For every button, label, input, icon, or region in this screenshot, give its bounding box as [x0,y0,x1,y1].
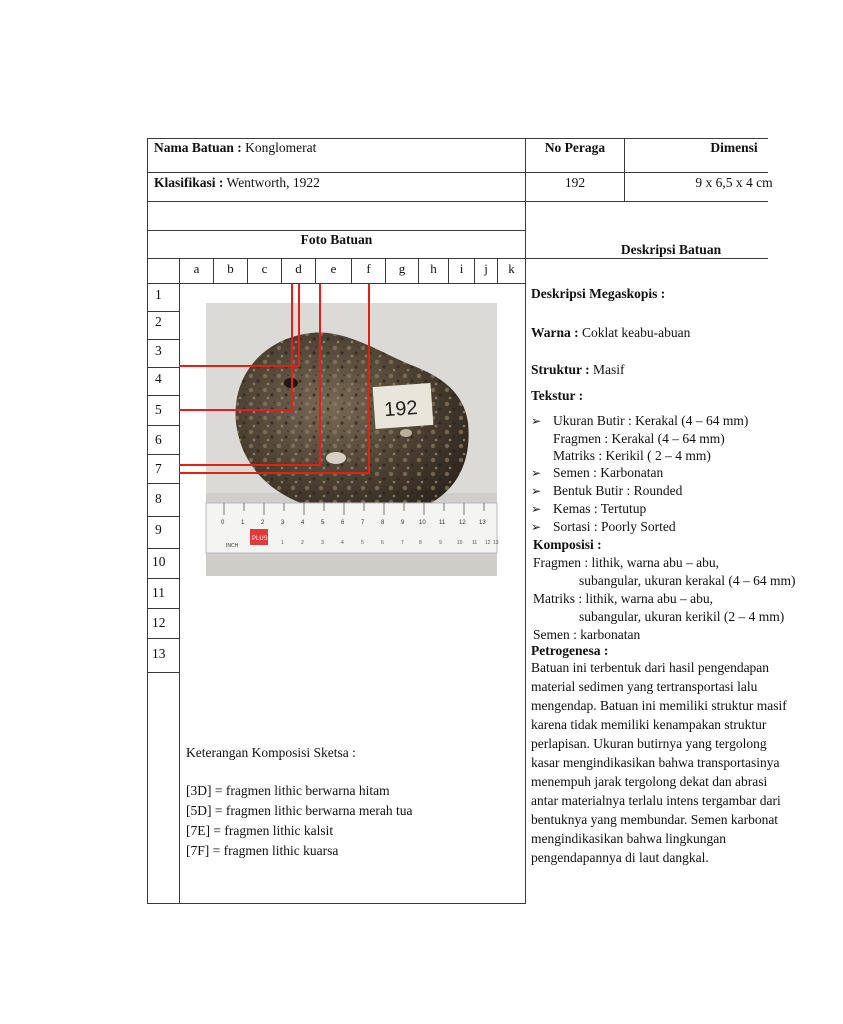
ruler-num-13: 13 [479,520,486,526]
grid-row-6: 6 [155,432,162,447]
ruler-small-num-5: 5 [361,540,364,546]
deskripsi-batuan-title: Deskripsi Batuan [620,242,722,257]
struktur-label: Struktur : [531,362,590,377]
grid-row-4: 4 [155,371,162,386]
grid-col-k: k [508,261,515,276]
petrogenesa-line: Batuan ini terbentuk dari hasil pengendapan [531,660,770,675]
klasifikasi-value: Wentworth, 1922 [226,175,320,190]
tekstur-text: Bentuk Butir : Rounded [553,483,683,498]
rock-photo [206,303,497,576]
tekstur-text: Fragmen : Kerakal (4 – 64 mm) [553,431,725,446]
dimensi-value: 9 x 6,5 x 4 cm [695,175,773,190]
ruler-small-num-11: 11 [472,540,478,546]
ruler-num-0: 0 [221,520,225,526]
tekstur-label: Tekstur : [531,388,584,403]
ruler [206,503,499,553]
petrogenesa-line: kasar mengindikasikan bahwa transportasinya [531,755,780,770]
keterangan-title: Keterangan Komposisi Sketsa : [186,745,356,760]
grid-row-3: 3 [155,343,162,358]
grid-row-9: 9 [155,522,162,537]
tekstur-item [531,465,663,481]
keterangan-item-7e: [7E] = fragmen lithic kalsit [186,823,334,838]
tekstur-text: Kemas : Tertutup [553,501,647,516]
petrogenesa-line: pengendapannya di laut dangkal. [531,850,709,865]
ruler-small-num-4: 4 [341,540,344,546]
ruler-small-num-13: 13 [493,540,499,546]
grid-col-a: a [193,261,200,276]
ruler-num-3: 3 [281,520,285,526]
petrogenesa-line: mengendap. Batuan ini memiliki struktur masif [531,698,787,713]
arrow-bullet-icon: ➢ [531,520,542,534]
tekstur-item [553,431,725,447]
grid-col-g: g [398,261,406,276]
keterangan-item-3d: [3D] = fragmen lithic berwarna hitam [186,783,390,798]
warna-row [531,325,690,341]
klasifikasi-label: Klasifikasi : [154,175,224,190]
ruler-small-num-12: 12 [485,540,491,546]
grid-row-8: 8 [155,491,162,506]
tekstur-item [531,501,646,517]
fragmen-line-1: Fragmen : lithik, warna abu – abu, [533,555,719,570]
ruler-num-11: 11 [439,520,446,526]
semen-line: Semen : karbonatan [533,627,641,642]
grid-col-c: c [261,261,268,276]
tekstur-item [531,483,682,499]
petrogenesa-line: antar materialnya terlalu intens tergambar dari [531,793,781,808]
nama-batuan-label: Nama Batuan : [154,140,242,155]
ruler-num-8: 8 [381,520,385,526]
nama-batuan [154,140,316,156]
fragmen-line-2: subangular, ukuran kerakal (4 – 64 mm) [579,573,796,588]
ruler-small-num-1: 1 [281,540,284,546]
ruler-num-12: 12 [459,520,466,526]
tekstur-item [531,519,676,535]
grid-col-j: j [484,261,488,276]
tekstur-item [553,448,711,464]
struktur-row [531,362,625,378]
ruler-num-7: 7 [361,520,365,526]
ruler-small-num-9: 9 [439,540,442,546]
ruler-num-9: 9 [401,520,405,526]
tekstur-text: Semen : Karbonatan [553,465,664,480]
arrow-bullet-icon: ➢ [531,502,542,516]
no-peraga-value: 192 [564,175,586,190]
tekstur-item [531,413,748,429]
petrogenesa-line: perlapisan. Ukuran butirnya yang tergolong [531,736,767,751]
tekstur-text: Matriks : Kerikil ( 2 – 4 mm) [553,448,711,463]
arrow-bullet-icon: ➢ [531,414,542,428]
ruler-num-2: 2 [261,520,265,526]
grid-col-b: b [227,261,234,276]
struktur-value: Masif [593,362,625,377]
ruler-small-num-7: 7 [401,540,404,546]
tekstur-text: Ukuran Butir : Kerakal (4 – 64 mm) [553,413,749,428]
ruler-small-num-6: 6 [381,540,384,546]
ruler-unit: INCH [226,543,239,549]
ruler-num-6: 6 [341,520,345,526]
matriks-line-2: subangular, ukuran kerikil (2 – 4 mm) [579,609,785,624]
grid-col-e: e [330,261,337,276]
petrogenesa-line: mengindikasikan bahwa lingkungan [531,831,726,846]
grid-row-2: 2 [155,314,162,329]
grid-col-h: h [430,261,437,276]
keterangan-item-5d: [5D] = fragmen lithic berwarna merah tua [186,803,413,818]
klasifikasi [154,175,320,191]
petrogenesa-line: menempuh jarak tergolong dekat dan abrasi [531,774,768,789]
grid-col-i: i [459,261,464,276]
ruler-num-10: 10 [419,520,426,526]
ruler-small-num-8: 8 [419,540,422,546]
petrogenesa-line: karena tidak memiliki kenampakan struktur [531,717,767,732]
arrow-bullet-icon: ➢ [531,484,542,498]
petrogenesa-label: Petrogenesa : [531,643,609,658]
ruler-num-1: 1 [241,520,245,526]
grid-row-10: 10 [152,554,166,569]
grid-row-12: 12 [152,615,166,630]
ruler-brand: PLUS [252,536,268,542]
foto-batuan-title: Foto Batuan [300,232,373,247]
ruler-small-num-10: 10 [457,540,463,546]
grid-col-d: d [295,261,302,276]
matriks-line-1: Matriks : lithik, warna abu – abu, [533,591,713,606]
megaskopis-title: Deskripsi Megaskopis : [531,286,666,301]
arrow-bullet-icon: ➢ [531,466,542,480]
dimensi-label: Dimensi [710,140,758,155]
keterangan-item-7f: [7F] = fragmen lithic kuarsa [186,843,339,858]
tekstur-text: Sortasi : Poorly Sorted [553,519,676,534]
grid-row-7: 7 [155,461,162,476]
ruler-num-5: 5 [321,520,325,526]
grid-row-1: 1 [155,287,162,302]
grid-row-13: 13 [152,646,166,661]
komposisi-label: Komposisi : [533,537,602,552]
petrogenesa-line: material sedimen yang tertransportasi lalu [531,679,758,694]
grid-col-f: f [366,261,371,276]
warna-value: Coklat keabu-abuan [582,325,691,340]
ruler-small-num-2: 2 [301,540,304,546]
warna-label: Warna : [531,325,579,340]
no-peraga-label: No Peraga [544,140,606,155]
grid-row-11: 11 [152,585,165,600]
ruler-small-num-3: 3 [321,540,324,546]
nama-batuan-value: Konglomerat [245,140,317,155]
grid-row-5: 5 [155,402,162,417]
petrogenesa-line: bentuknya yang membundar. Semen karbonat [531,812,779,827]
sample-label: 192 [383,397,419,422]
ruler-num-4: 4 [301,520,305,526]
